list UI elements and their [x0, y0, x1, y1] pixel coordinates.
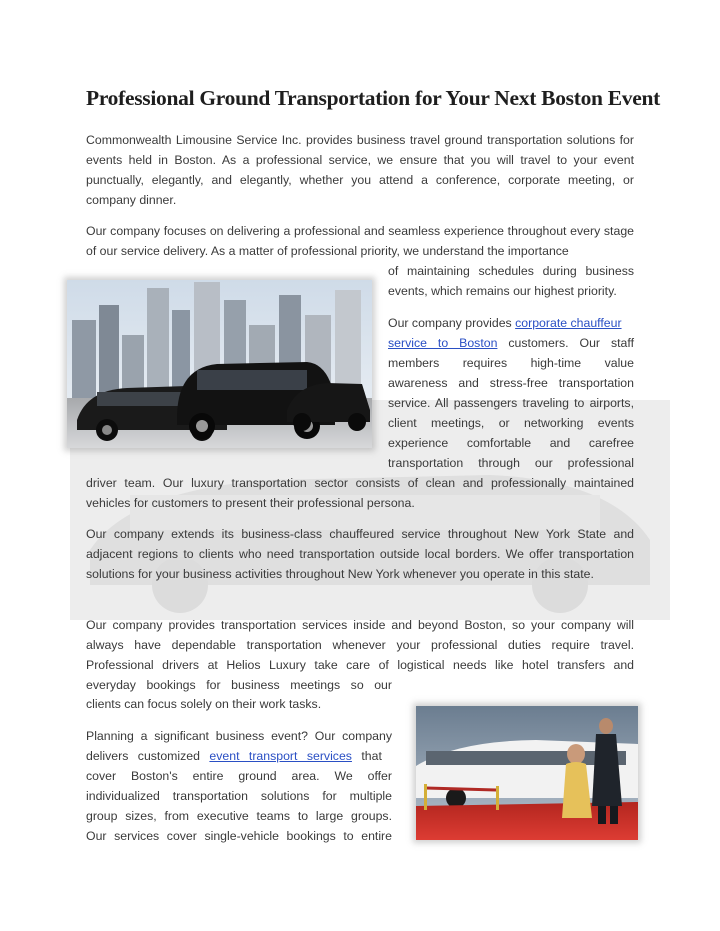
- event-after-link-text: that: [351, 749, 382, 763]
- event-line-lead-text: delivers customized: [86, 749, 210, 763]
- chauffeur-paragraph-line-3: members requires high-time value: [388, 356, 634, 370]
- event-paragraph-line-6: Our services cover single-vehicle bookings to entire: [86, 829, 392, 843]
- event-paragraph-line-3: cover Boston's entire ground area. We offer: [86, 769, 392, 783]
- focus-paragraph-wrap-2: events, which remains our highest priority.: [388, 284, 617, 298]
- event-transport-services-link[interactable]: event transport services: [209, 749, 352, 763]
- beyond-boston-wrap-1: everyday bookings for business meetings so our: [86, 678, 392, 692]
- service-to-boston-link[interactable]: service to Boston: [388, 336, 498, 350]
- focus-paragraph: Our company focuses on delivering a professional and seamless experience throughout every stage of our service delivery. As a matter of professional priority, we understand the importance: [86, 224, 634, 258]
- chauffeur-intro-text: Our company provides: [388, 316, 516, 330]
- chauffeur-paragraph-full: driver team. Our luxury transportation sector consists of clean and professionally maintained vehicles for customers to present their professional persona.: [86, 476, 634, 510]
- fleet-skyline-image: [67, 280, 372, 448]
- beyond-boston-paragraph: Our company provides transportation services inside and beyond Boston, so your company will always have dependable transportation whenever your professional duties require travel. Professional drivers at Helios Luxury take care of logistical needs like hotel transfers and: [86, 618, 634, 672]
- beyond-boston-wrap-2: clients can focus solely on their work tasks.: [86, 697, 322, 711]
- red-carpet-limo-image: [416, 706, 638, 840]
- new-york-paragraph: Our company extends its business-class chauffeured service throughout New York State and adjacent regions to clients who need transportation outside local borders. We offer transportation solutions for your business activities throughout New York whenever you operate in this state.: [86, 527, 634, 581]
- focus-paragraph-wrap-1: of maintaining schedules during business: [388, 264, 634, 278]
- chauffeur-paragraph-line-6: client meetings, or networking events: [388, 416, 634, 430]
- event-paragraph-line-1: Planning a significant business event? Our company: [86, 729, 392, 743]
- red-carpet-limo-photo: [416, 706, 638, 840]
- event-paragraph-line-2: [86, 746, 392, 766]
- chauffeur-paragraph-line-8: transportation through our professional: [388, 456, 634, 470]
- corporate-chauffeur-link[interactable]: corporate chauffeur: [515, 316, 622, 330]
- chauffeur-paragraph-line-4: awareness and stress-free transportation: [388, 376, 634, 390]
- fleet-skyline-photo: [67, 280, 372, 448]
- chauffeur-paragraph-line-7: experience comfortable and carefree: [388, 436, 634, 450]
- event-paragraph-line-4: individualized transportation solutions for multiple: [86, 789, 392, 803]
- intro-paragraph: Commonwealth Limousine Service Inc. provides business travel ground transportation solutions for events held in Boston. As a professional service, we ensure that you will travel to your event punctually, elegantly, and elegantly, whether you attend a conference, corporate meeting, or company dinner.: [86, 133, 634, 207]
- chauffeur-paragraph-line-2: [388, 333, 634, 353]
- page-title: Professional Ground Transportation for Your Next Boston Event: [86, 86, 661, 110]
- chauffeur-paragraph-line-1: [388, 313, 634, 333]
- chauffeur-paragraph-line-5: service. All passengers traveling to airports,: [388, 396, 634, 410]
- chauffeur-after-link-text: customers. Our staff: [497, 336, 634, 350]
- event-paragraph-line-5: group sizes, from executive teams to large groups.: [86, 809, 392, 823]
